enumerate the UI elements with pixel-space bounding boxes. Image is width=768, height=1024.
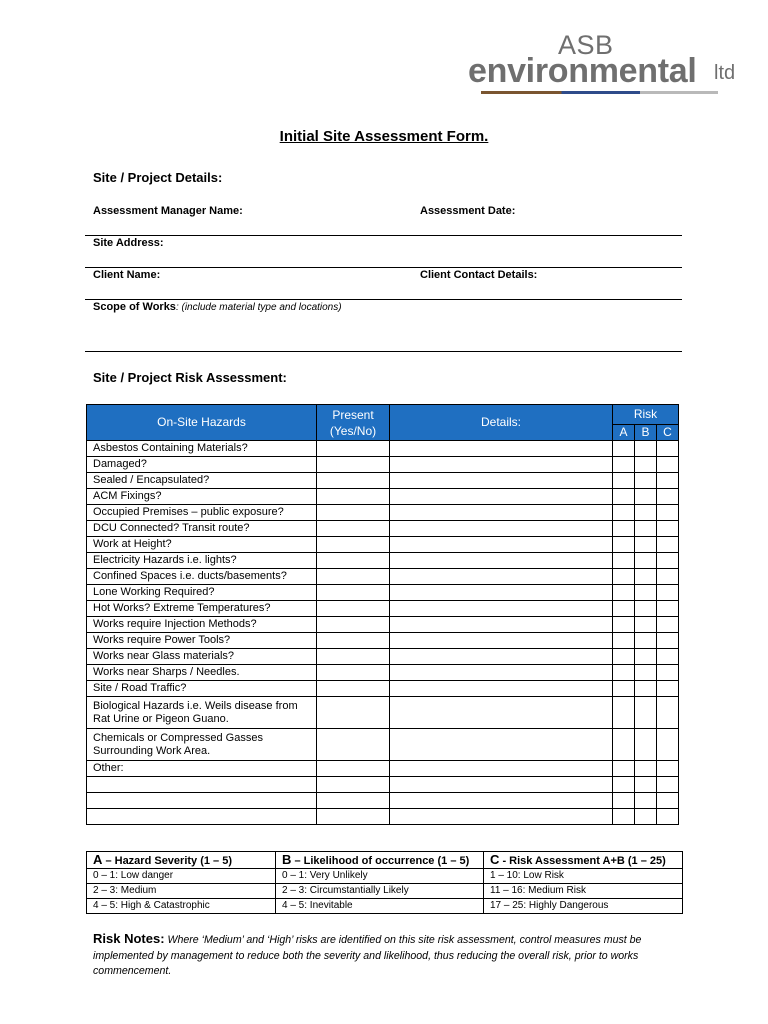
legend-cell: 4 – 5: High & Catastrophic <box>87 899 276 914</box>
risk-b-cell[interactable] <box>635 489 657 505</box>
legend-cell: 2 – 3: Circumstantially Likely <box>276 884 484 899</box>
hazard-label: Occupied Premises – public exposure? <box>87 505 317 521</box>
present-cell[interactable] <box>317 617 390 633</box>
risk-a-cell[interactable] <box>613 457 635 473</box>
client-contact-label: Client Contact Details: <box>420 269 538 281</box>
hazard-label <box>87 809 317 825</box>
scope-label: Scope of Works <box>93 301 176 313</box>
risk-c-cell[interactable] <box>657 617 679 633</box>
present-cell[interactable] <box>317 473 390 489</box>
risk-heading: Site / Project Risk Assessment: <box>93 370 287 385</box>
risk-c-cell[interactable] <box>657 553 679 569</box>
hazard-row <box>87 441 679 457</box>
divider-line <box>85 299 682 300</box>
risk-a-cell[interactable] <box>613 521 635 537</box>
risk-notes <box>93 931 683 980</box>
risk-a-cell[interactable] <box>613 729 635 761</box>
hazard-label: ACM Fixings? <box>87 489 317 505</box>
risk-b-cell[interactable] <box>635 649 657 665</box>
hazard-label: Works require Power Tools? <box>87 633 317 649</box>
present-cell[interactable] <box>317 505 390 521</box>
logo-color-bar <box>481 91 718 94</box>
risk-a-cell[interactable] <box>613 777 635 793</box>
risk-c-cell[interactable] <box>657 457 679 473</box>
risk-b-cell[interactable] <box>635 585 657 601</box>
form-title: Initial Site Assessment Form. <box>279 128 489 145</box>
legend-row <box>87 884 683 899</box>
hazard-row <box>87 473 679 489</box>
risk-c-cell[interactable] <box>657 489 679 505</box>
hazard-row <box>87 617 679 633</box>
hazard-row <box>87 777 679 793</box>
header-present: Present (Yes/No) <box>317 405 390 441</box>
risk-c-cell[interactable] <box>657 761 679 777</box>
legend-cell: 17 – 25: Highly Dangerous <box>484 899 683 914</box>
present-cell[interactable] <box>317 457 390 473</box>
risk-b-cell[interactable] <box>635 633 657 649</box>
risk-c-cell[interactable] <box>657 441 679 457</box>
present-cell[interactable] <box>317 697 390 729</box>
details-cell[interactable] <box>390 537 613 553</box>
hazard-label: Work at Height? <box>87 537 317 553</box>
present-cell[interactable] <box>317 665 390 681</box>
risk-b-cell[interactable] <box>635 537 657 553</box>
hazard-label: Works near Glass materials? <box>87 649 317 665</box>
hazard-label: Site / Road Traffic? <box>87 681 317 697</box>
risk-a-cell[interactable] <box>613 697 635 729</box>
hazard-label: Asbestos Containing Materials? <box>87 441 317 457</box>
logo-ltd: ltd <box>714 62 736 84</box>
legend-header-b: B – Likelihood of occurrence (1 – 5) <box>276 852 484 869</box>
hazard-row <box>87 585 679 601</box>
logo-environmental: environmental <box>468 52 697 90</box>
hazard-row <box>87 761 679 777</box>
risk-a-cell[interactable] <box>613 537 635 553</box>
risk-c-cell[interactable] <box>657 697 679 729</box>
details-cell[interactable] <box>390 809 613 825</box>
hazard-row <box>87 665 679 681</box>
risk-b-cell[interactable] <box>635 697 657 729</box>
details-cell[interactable] <box>390 553 613 569</box>
legend-body <box>87 869 683 914</box>
hazard-row <box>87 793 679 809</box>
divider-line <box>85 351 682 352</box>
hazard-label: Electricity Hazards i.e. lights? <box>87 553 317 569</box>
hazard-label: Sealed / Encapsulated? <box>87 473 317 489</box>
risk-a-cell[interactable] <box>613 809 635 825</box>
present-cell[interactable] <box>317 601 390 617</box>
present-cell[interactable] <box>317 537 390 553</box>
risk-c-cell[interactable] <box>657 601 679 617</box>
hazard-label: Confined Spaces i.e. ducts/basements? <box>87 569 317 585</box>
present-cell[interactable] <box>317 489 390 505</box>
hazard-row <box>87 569 679 585</box>
legend-cell: 1 – 10: Low Risk <box>484 869 683 884</box>
present-cell[interactable] <box>317 729 390 761</box>
legend-header-a: A – Hazard Severity (1 – 5) <box>87 852 276 869</box>
details-cell[interactable] <box>390 777 613 793</box>
details-cell[interactable] <box>390 457 613 473</box>
risk-a-cell[interactable] <box>613 617 635 633</box>
details-heading: Site / Project Details: <box>93 170 223 185</box>
hazard-row <box>87 553 679 569</box>
present-cell[interactable] <box>317 777 390 793</box>
hazard-label: Chemicals or Compressed Gasses Surrounding Work Area. <box>87 729 317 761</box>
hazard-label: Biological Hazards i.e. Weils disease from Rat Urine or Pigeon Guano. <box>87 697 317 729</box>
assessment-date-label: Assessment Date: <box>420 205 516 217</box>
risk-a-cell[interactable] <box>613 761 635 777</box>
hazard-row <box>87 681 679 697</box>
risk-b-cell[interactable] <box>635 601 657 617</box>
risk-legend-table <box>86 851 683 914</box>
risk-a-cell[interactable] <box>613 441 635 457</box>
present-cell[interactable] <box>317 553 390 569</box>
details-cell[interactable] <box>390 569 613 585</box>
risk-b-cell[interactable] <box>635 473 657 489</box>
present-cell[interactable] <box>317 649 390 665</box>
risk-a-cell[interactable] <box>613 633 635 649</box>
present-cell[interactable] <box>317 569 390 585</box>
risk-b-cell[interactable] <box>635 505 657 521</box>
hazard-label: Damaged? <box>87 457 317 473</box>
risk-c-cell[interactable] <box>657 633 679 649</box>
scope-hint: : (include material type and locations) <box>175 302 342 313</box>
manager-name-label: Assessment Manager Name: <box>93 205 243 217</box>
hazard-row <box>87 489 679 505</box>
site-address-label: Site Address: <box>93 237 164 249</box>
hazard-label: Works near Sharps / Needles. <box>87 665 317 681</box>
risk-a-cell[interactable] <box>613 489 635 505</box>
risk-a-cell[interactable] <box>613 681 635 697</box>
details-cell[interactable] <box>390 665 613 681</box>
risk-c-cell[interactable] <box>657 521 679 537</box>
risk-c-cell[interactable] <box>657 777 679 793</box>
risk-b-cell[interactable] <box>635 617 657 633</box>
hazard-label <box>87 793 317 809</box>
risk-c-cell[interactable] <box>657 809 679 825</box>
risk-a-cell[interactable] <box>613 473 635 489</box>
present-cell[interactable] <box>317 761 390 777</box>
risk-b-cell[interactable] <box>635 553 657 569</box>
risk-b-cell[interactable] <box>635 793 657 809</box>
hazard-row <box>87 649 679 665</box>
risk-c-cell[interactable] <box>657 649 679 665</box>
risk-b-cell[interactable] <box>635 569 657 585</box>
present-cell[interactable] <box>317 441 390 457</box>
risk-b-cell[interactable] <box>635 761 657 777</box>
header-risk: Risk <box>613 405 679 425</box>
risk-notes-text: Where ‘Medium’ and ‘High’ risks are identified on this site risk assessment, control measures must be implemented by management to reduce both the severity and likelihood, thus reducing the overall risk, prior to works commencement. <box>93 934 642 977</box>
risk-c-cell[interactable] <box>657 793 679 809</box>
legend-row <box>87 869 683 884</box>
hazards-table-body <box>87 441 679 825</box>
present-cell[interactable] <box>317 585 390 601</box>
hazard-row <box>87 457 679 473</box>
present-cell[interactable] <box>317 809 390 825</box>
legend-cell: 2 – 3: Medium <box>87 884 276 899</box>
header-risk-a: A <box>613 425 635 441</box>
details-cell[interactable] <box>390 633 613 649</box>
hazard-label: Hot Works? Extreme Temperatures? <box>87 601 317 617</box>
risk-c-cell[interactable] <box>657 681 679 697</box>
legend-cell: 11 – 16: Medium Risk <box>484 884 683 899</box>
legend-cell: 0 – 1: Low danger <box>87 869 276 884</box>
details-cell[interactable] <box>390 505 613 521</box>
header-risk-c: C <box>657 425 679 441</box>
divider-line <box>85 235 682 236</box>
hazard-row <box>87 505 679 521</box>
present-cell[interactable] <box>317 681 390 697</box>
risk-c-cell[interactable] <box>657 665 679 681</box>
legend-row <box>87 899 683 914</box>
details-cell[interactable] <box>390 489 613 505</box>
risk-b-cell[interactable] <box>635 521 657 537</box>
risk-c-cell[interactable] <box>657 585 679 601</box>
details-cell[interactable] <box>390 601 613 617</box>
legend-cell: 0 – 1: Very Unlikely <box>276 869 484 884</box>
header-details: Details: <box>390 405 613 441</box>
hazard-label: DCU Connected? Transit route? <box>87 521 317 537</box>
details-cell[interactable] <box>390 521 613 537</box>
header-hazards: On-Site Hazards <box>87 405 317 441</box>
details-cell[interactable] <box>390 473 613 489</box>
header-risk-b: B <box>635 425 657 441</box>
hazard-label <box>87 777 317 793</box>
hazard-label: Other: <box>87 761 317 777</box>
risk-b-cell[interactable] <box>635 729 657 761</box>
company-logo <box>468 30 743 100</box>
risk-a-cell[interactable] <box>613 665 635 681</box>
present-cell[interactable] <box>317 793 390 809</box>
details-cell[interactable] <box>390 793 613 809</box>
details-cell[interactable] <box>390 697 613 729</box>
details-cell[interactable] <box>390 729 613 761</box>
legend-cell: 4 – 5: Inevitable <box>276 899 484 914</box>
scope-of-works-field <box>93 301 342 313</box>
risk-c-cell[interactable] <box>657 505 679 521</box>
divider-line <box>85 267 682 268</box>
details-cell[interactable] <box>390 649 613 665</box>
logo-asb: ASB <box>558 30 614 60</box>
details-cell[interactable] <box>390 681 613 697</box>
risk-a-cell[interactable] <box>613 553 635 569</box>
risk-a-cell[interactable] <box>613 793 635 809</box>
details-cell[interactable] <box>390 761 613 777</box>
risk-a-cell[interactable] <box>613 601 635 617</box>
risk-b-cell[interactable] <box>635 457 657 473</box>
hazard-label: Lone Working Required? <box>87 585 317 601</box>
risk-b-cell[interactable] <box>635 777 657 793</box>
hazard-row <box>87 633 679 649</box>
hazard-row <box>87 729 679 761</box>
risk-a-cell[interactable] <box>613 505 635 521</box>
details-cell[interactable] <box>390 585 613 601</box>
hazard-row <box>87 809 679 825</box>
hazard-row <box>87 601 679 617</box>
hazard-row <box>87 697 679 729</box>
risk-a-cell[interactable] <box>613 649 635 665</box>
risk-c-cell[interactable] <box>657 473 679 489</box>
risk-b-cell[interactable] <box>635 809 657 825</box>
risk-c-cell[interactable] <box>657 537 679 553</box>
present-cell[interactable] <box>317 521 390 537</box>
risk-b-cell[interactable] <box>635 665 657 681</box>
risk-b-cell[interactable] <box>635 441 657 457</box>
details-cell[interactable] <box>390 441 613 457</box>
risk-notes-label: Risk Notes: <box>93 931 165 946</box>
risk-a-cell[interactable] <box>613 569 635 585</box>
risk-b-cell[interactable] <box>635 681 657 697</box>
details-cell[interactable] <box>390 617 613 633</box>
client-name-label: Client Name: <box>93 269 161 281</box>
hazards-table <box>86 404 679 825</box>
risk-c-cell[interactable] <box>657 569 679 585</box>
legend-header-c: C - Risk Assessment A+B (1 – 25) <box>484 852 683 869</box>
hazard-row <box>87 521 679 537</box>
hazard-row <box>87 537 679 553</box>
present-cell[interactable] <box>317 633 390 649</box>
hazard-label: Works require Injection Methods? <box>87 617 317 633</box>
risk-c-cell[interactable] <box>657 729 679 761</box>
risk-a-cell[interactable] <box>613 585 635 601</box>
